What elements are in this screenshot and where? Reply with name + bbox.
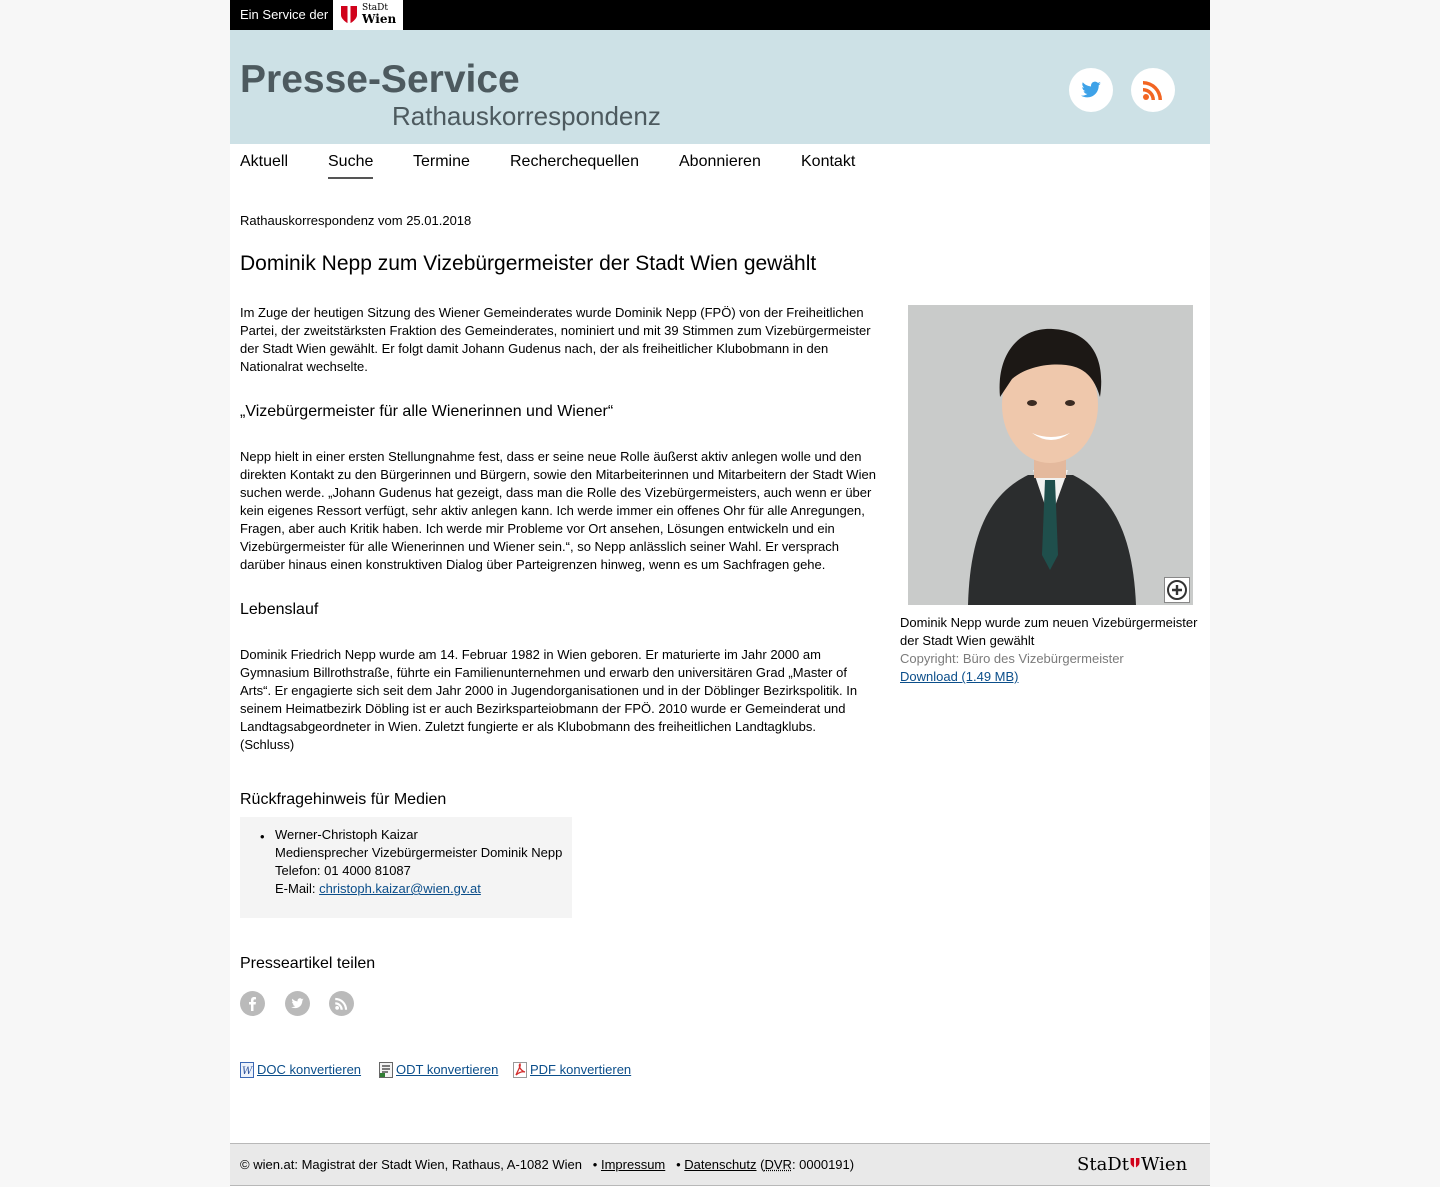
contact-phone: Telefon: 01 4000 81087 [275, 863, 411, 878]
wien-shield-icon [1130, 1156, 1140, 1170]
convert-odt-link[interactable]: ODT konvertieren [396, 1062, 499, 1077]
rss-icon [334, 996, 349, 1011]
site-title[interactable]: Presse-Service [240, 58, 520, 101]
header-rss-button[interactable] [1131, 68, 1175, 112]
contact-box [240, 817, 572, 918]
article-heading-quote: „Vizebürgermeister für alle Wienerinnen und Wiener“ [240, 403, 614, 420]
site-footer [230, 1143, 1210, 1186]
convert-pdf[interactable] [513, 1062, 631, 1078]
share-facebook-button[interactable] [240, 991, 265, 1016]
portrait-image [908, 305, 1193, 605]
logo-text-wien: Wien [362, 12, 397, 26]
wien-shield-icon [340, 5, 358, 25]
zoom-plus-icon [1165, 578, 1189, 602]
pdf-file-icon [513, 1062, 527, 1078]
zoom-button[interactable] [1164, 577, 1190, 603]
contact-email-label: E-Mail: [275, 881, 320, 896]
facebook-icon [245, 996, 260, 1011]
convert-odt[interactable] [379, 1062, 498, 1078]
photo-caption: Dominik Nepp wurde zum neuen Vizebürgermeister der Stadt Wien gewählt [900, 615, 1198, 648]
rss-icon [1141, 78, 1165, 102]
nav-item-kontakt[interactable]: Kontakt [801, 153, 856, 170]
top-bar [230, 0, 1210, 30]
article-heading-lebenslauf: Lebenslauf [240, 601, 319, 618]
site-subtitle: Rathauskorrespondenz [392, 101, 661, 131]
twitter-icon [1079, 78, 1103, 102]
contact-email-link[interactable]: christoph.kaizar@wien.gv.at [319, 881, 481, 896]
share-heading: Presseartikel teilen [240, 955, 376, 972]
article-intro: Im Zuge der heutigen Sitzung des Wiener Gemeinderates wurde Dominik Nepp (FPÖ) von der Freiheitlichen Partei, der zweitstärksten Fraktion des Gemeinderates, nominiert und mit 39 Stimmen zum Vizebürgermeister der Stadt Wien gewählt. Er folgt damit Johann Gudenus nach, der als freiheitlicher Klubobmann in den Nationalrat wechselte. [240, 305, 871, 374]
photo-download-link[interactable]: Download (1.49 MB) [900, 669, 1019, 684]
convert-doc-link[interactable]: DOC konvertieren [257, 1062, 362, 1077]
header-twitter-button[interactable] [1069, 68, 1113, 112]
footer-datenschutz-link[interactable]: Datenschutz [684, 1157, 757, 1172]
nav-item-recherchequellen[interactable]: Recherchequellen [510, 153, 639, 170]
footer-dvr-number: : 0000191) [791, 1157, 855, 1172]
logo-text-stadt: StaDt [362, 3, 388, 13]
article-date: Rathauskorrespondenz vom 25.01.2018 [240, 213, 472, 228]
site-header [230, 30, 1210, 144]
convert-doc[interactable] [240, 1062, 361, 1078]
portrait-photo[interactable] [908, 305, 1193, 605]
contact-email-row [275, 880, 572, 898]
photo-copyright: Copyright: Büro des Vizebürgermeister [900, 651, 1124, 666]
footer-logo-wien: Wien [1140, 1154, 1188, 1175]
contact-name: Werner-Christoph Kaizar [275, 827, 418, 842]
share-twitter-button[interactable] [285, 991, 310, 1016]
svg-text:W: W [242, 1066, 253, 1077]
footer-dvr-abbr: DVR [764, 1157, 792, 1172]
contact-heading: Rückfragehinweis für Medien [240, 791, 447, 808]
bullet-icon: • [260, 829, 265, 844]
stadt-wien-logo[interactable] [333, 0, 403, 30]
odt-file-icon [379, 1062, 393, 1078]
article-paragraph-lebenslauf: Dominik Friedrich Nepp wurde am 14. Februar 1982 in Wien geboren. Er maturierte im Jahr 2000 am Gymnasium Billrothstraße, führte ein Familienunternehmen und erwarb den universitären Grad „Master of Arts“. Er engagierte sich seit dem Jahr 2000 in Jugendorganisationen und in der Döblinger Bezirkspolitik. In seinem Heimatbezirk Döbling ist er auch Bezirksparteiobmann der FPÖ. 2010 wurde er Gemeinderat und Landtagsabgeordneter in Wien. Zuletzt fungierte er als Klubobmann des freiheitlichen Landtagklubs. [240, 647, 858, 734]
contact-role: Mediensprecher Vizebürgermeister Dominik Nepp [275, 845, 563, 860]
page [230, 0, 1210, 1187]
nav-item-termine[interactable]: Termine [413, 153, 470, 170]
share-rss-button[interactable] [329, 991, 354, 1016]
convert-pdf-link[interactable]: PDF konvertieren [530, 1062, 632, 1077]
footer-copyright: © wien.at: Magistrat der Stadt Wien, Rathaus, A-1082 Wien [240, 1157, 582, 1172]
article-closing: (Schluss) [240, 737, 295, 752]
nav-item-abonnieren[interactable]: Abonnieren [679, 153, 761, 170]
nav-item-aktuell[interactable]: Aktuell [240, 153, 289, 170]
nav-item-suche[interactable]: Suche [328, 153, 373, 179]
service-label: Ein Service der [240, 7, 329, 22]
footer-stadt-wien-logo[interactable] [1077, 1154, 1187, 1175]
article-paragraph-statement: Nepp hielt in einer ersten Stellungnahme fest, dass er seine neue Rolle äußerst aktiv anlegen wolle und den direkten Kontakt zu den Bürgerinnen und Bürgern, sowie den Mitarbeiterinnen und Mitarbeitern der Stadt Wien suchen werde. „Johann Gudenus hat gezeigt, dass man die Rolle des Vizebürgermeisters, auch wenn er über kein eigenes Ressort verfügt, sehr aktiv anlegen kann. Ich werde immer ein offenes Ohr für alle Anregungen, Fragen, aber auch Kritik haben. Ich werde mir Probleme vor Ort ansehen, Lösungen entwickeln und ein Vizebürgermeister für alle Wienerinnen und Wiener sein.“, so Nepp anlässlich seiner Wahl. Er versprach darüber hinaus einen konstruktiven Dialog über Parteigrenzen hinweg, wenn es um Sachfragen gehe. [240, 449, 876, 572]
photo-caption-block [900, 614, 1205, 686]
footer-impressum-link[interactable]: Impressum [600, 1157, 666, 1172]
article-title: Dominik Nepp zum Vizebürgermeister der Stadt Wien gewählt [240, 252, 817, 275]
doc-file-icon [240, 1062, 254, 1078]
footer-text: © wien.at: Magistrat der Stadt Wien, Rathaus, A-1082 Wien • Impressum • Datenschutz (DVR: 0000191) [240, 1157, 855, 1172]
footer-logo-stadt: StaDt [1077, 1154, 1129, 1175]
twitter-icon [290, 996, 305, 1011]
